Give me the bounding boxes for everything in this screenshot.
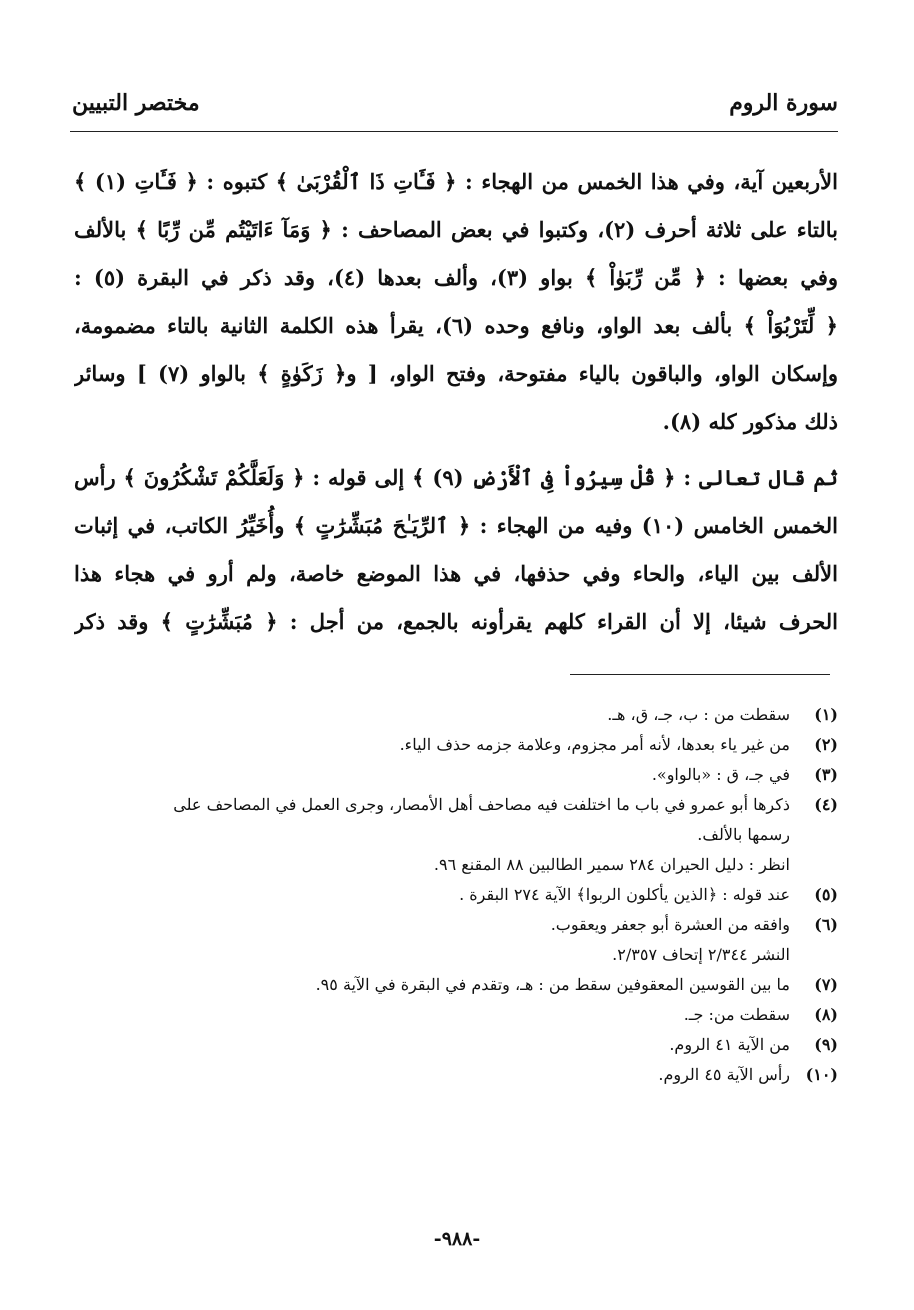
- text-line: ذلك مذكور كله (٨).: [662, 409, 838, 434]
- footnote-4-reference: [74, 850, 838, 880]
- footnote-9: [74, 1030, 838, 1060]
- footnote-5: [74, 880, 838, 910]
- footnote-text: عند قوله : ﴿الذين يأكلون الربوا﴾ الآية ٢٧٤ البقرة .: [459, 885, 790, 904]
- footnote-10: [74, 1060, 838, 1090]
- footnote-number: (٨): [814, 1005, 838, 1024]
- footnote-number: (١): [814, 705, 838, 724]
- footnote-text: ذكرها أبو عمرو في باب ما اختلفت فيه مصاحف أهل الأمصار، وجرى العمل في المصاحف على: [173, 795, 790, 814]
- footnote-number: [790, 820, 838, 850]
- text-line: ﴿ لِّتَرْبُوَاْ ﴾ بألف بعد الواو، ونافع وحده (٦)، يقرأ هذه الكلمة الثانية بالتاء مضمومة،: [74, 313, 838, 338]
- footnote-number: [790, 850, 838, 880]
- text-line: الخمس الخامس (١٠) وفيه من الهجاء : ﴿ ٱلرِّيَـٰحَ مُبَشِّرَٰتٍ ﴾ وأُخَيِّرُ الكاتب، في إثبات: [74, 513, 838, 538]
- footnote-1: [74, 700, 838, 730]
- footnote-number: (١٠): [805, 1065, 838, 1084]
- text-line: الأربعين آية، وفي هذا الخمس من الهجاء : ﴿ فَـَٔاتِ ذَا ٱلْقُرْبَىٰ ﴾ كتبوه : ﴿ فَـَٔاتِ (١) ﴾: [74, 169, 838, 194]
- footnote-8: [74, 1000, 838, 1030]
- text-line: وفي بعضها : ﴿ مِّن رِّبَوٰاْ ﴾ بواو (٣)، وألف بعدها (٤)، وقد ذكر في البقرة (٥) :: [74, 265, 838, 290]
- header-divider: [70, 131, 838, 132]
- footnote-number: (٩): [814, 1035, 838, 1054]
- surah-title: سورة الروم: [729, 90, 838, 116]
- footnote-number: (٢): [814, 735, 838, 754]
- footnote-text: رسمها بالألف.: [697, 825, 790, 844]
- footnote-2: [74, 730, 838, 760]
- footnote-4-continuation: [74, 820, 838, 850]
- text-line: وإسكان الواو، والباقون بالياء مفتوحة، وفتح الواو، [ و﴿ زَكَوٰةٍ ﴾ بالواو (٧) ] وسائر: [74, 361, 838, 386]
- footnote-text: ما بين القوسين المعقوفين سقط من : هـ، وتقدم في البقرة في الآية ٩٥.: [315, 975, 790, 994]
- footnote-number: [790, 940, 838, 970]
- footnote-number: (٤): [814, 795, 838, 814]
- footnote-3: [74, 760, 838, 790]
- footnote-4: [74, 790, 838, 820]
- footnote-text: سقطت من : ب، جـ، ق، هـ.: [607, 705, 790, 724]
- footnote-text: انظر : دليل الحيران ٢٨٤ سمير الطالبين ٨٨ المقنع ٩٦.: [433, 855, 790, 874]
- footnote-6: [74, 910, 838, 940]
- footnote-number: (٣): [814, 765, 838, 784]
- text-line: بالتاء على ثلاثة أحرف (٢)، وكتبوا في بعض المصاحف : ﴿ وَمَآ ءَاتَيْتُم مِّن رِّبًا ﴾ بالألف: [74, 217, 838, 242]
- text-line: ثم قال تعالى : ﴿ قُلْ سِيرُواْ فِى ٱلْأَرْضِ (٩) ﴾ إلى قوله : ﴿ وَلَعَلَّكُمْ تَشْكُرُونَ ﴾ رأس: [74, 465, 838, 490]
- footnote-text: في جـ، ق : «بالواو».: [651, 765, 790, 784]
- footnote-number: (٧): [814, 975, 838, 994]
- book-title: مختصر التبيين: [72, 90, 200, 116]
- main-paragraph-2: [74, 454, 838, 646]
- footnote-text: من الآية ٤١ الروم.: [669, 1035, 790, 1054]
- footnote-text: من غير ياء بعدها، لأنه أمر مجزوم، وعلامة جزمه حذف الياء.: [399, 735, 790, 754]
- footnote-text: النشر ٢/٣٤٤ إتحاف ٢/٣٥٧.: [612, 945, 790, 964]
- footnote-7: [74, 970, 838, 1000]
- text-line: الحرف شيئا، إلا أن القراء كلهم يقرأونه بالجمع، من أجل : ﴿ مُبَشِّرَٰتٍ ﴾ وقد ذكر: [74, 609, 838, 634]
- footnotes: [74, 700, 838, 1090]
- footnote-text: سقطت من: جـ.: [683, 1005, 790, 1024]
- footnote-text: رأس الآية ٤٥ الروم.: [658, 1065, 790, 1084]
- footnote-divider: [570, 674, 830, 675]
- footnote-6-reference: [74, 940, 838, 970]
- text-line: الألف بين الياء، والحاء وفي حذفها، في هذا الموضع خاصة، ولم أرو في هجاء هذا: [74, 561, 838, 586]
- page-number: -٩٨٨-: [433, 1228, 481, 1250]
- footnote-text: وافقه من العشرة أبو جعفر ويعقوب.: [550, 915, 790, 934]
- footnote-number: (٥): [814, 885, 838, 904]
- main-paragraph-1: [74, 158, 838, 446]
- footnote-number: (٦): [814, 915, 838, 934]
